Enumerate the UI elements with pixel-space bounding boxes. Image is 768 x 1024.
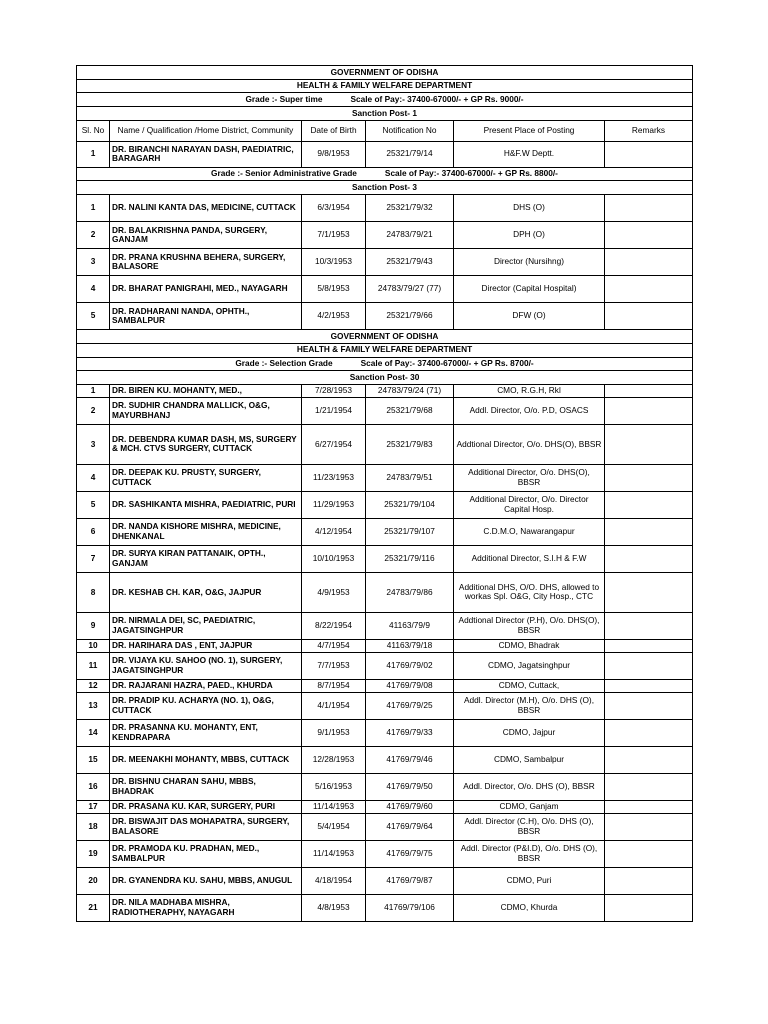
doctor-name: DR. BISHNU CHARAN SAHU, MBBS, BHADRAK (110, 773, 302, 800)
header-dob: Date of Birth (302, 120, 366, 141)
serial-number: 15 (77, 746, 110, 773)
department-title: HEALTH & FAMILY WELFARE DEPARTMENT (77, 343, 693, 357)
grade-cell (77, 167, 693, 181)
government-title: GOVERNMENT OF ODISHA (77, 330, 693, 344)
banner-row (77, 66, 693, 80)
remarks (605, 491, 693, 518)
date-of-birth: 9/8/1953 (302, 141, 366, 167)
header-sl: Sl. No (77, 120, 110, 141)
present-posting: Director (Nursihng) (454, 249, 605, 276)
notification-no: 25321/79/32 (366, 195, 454, 222)
doctor-name: DR. PRASANNA KU. MOHANTY, ENT, KENDRAPARA (110, 719, 302, 746)
present-posting: Additional Director, O/o. Director Capital Hosp. (454, 491, 605, 518)
present-posting: Director (Capital Hospital) (454, 276, 605, 303)
table-row (77, 692, 693, 719)
notification-no: 41769/79/64 (366, 813, 454, 840)
notification-no: 41769/79/75 (366, 840, 454, 867)
date-of-birth: 4/8/1953 (302, 894, 366, 921)
remarks (605, 719, 693, 746)
serial-number: 1 (77, 195, 110, 222)
serial-number: 3 (77, 424, 110, 464)
header-posting: Present Place of Posting (454, 120, 605, 141)
serial-number: 7 (77, 545, 110, 572)
remarks (605, 249, 693, 276)
date-of-birth: 4/9/1953 (302, 572, 366, 612)
notification-no: 25321/79/116 (366, 545, 454, 572)
notification-no: 41769/79/60 (366, 800, 454, 813)
remarks (605, 222, 693, 249)
present-posting: Additional DHS, O/O. DHS, allowed to workas Spl. O&G, City Hosp., CTC (454, 572, 605, 612)
present-posting: Addl. Director (M.H), O/o. DHS (O), BBSR (454, 692, 605, 719)
date-of-birth: 10/3/1953 (302, 249, 366, 276)
notification-no: 24783/79/21 (366, 222, 454, 249)
notification-no: 41769/79/33 (366, 719, 454, 746)
doctor-name: DR. DEBENDRA KUMAR DASH, MS, SURGERY & MCH. CTVS SURGERY, CUTTACK (110, 424, 302, 464)
table-row (77, 894, 693, 921)
date-of-birth: 8/22/1954 (302, 612, 366, 639)
present-posting: H&F.W Deptt. (454, 141, 605, 167)
table-row (77, 639, 693, 652)
serial-number: 3 (77, 249, 110, 276)
serial-number: 20 (77, 867, 110, 894)
remarks (605, 800, 693, 813)
date-of-birth: 5/4/1954 (302, 813, 366, 840)
present-posting: Addtional Director (P.H), O/o. DHS(O), BBSR (454, 612, 605, 639)
table-row (77, 491, 693, 518)
date-of-birth: 1/21/1954 (302, 397, 366, 424)
remarks (605, 612, 693, 639)
notification-no: 41769/79/46 (366, 746, 454, 773)
doctor-name: DR. SASHIKANTA MISHRA, PAEDIATRIC, PURI (110, 491, 302, 518)
banner-row (77, 343, 693, 357)
date-of-birth: 4/7/1954 (302, 639, 366, 652)
serial-number: 14 (77, 719, 110, 746)
doctor-name: DR. BIRANCHI NARAYAN DASH, PAEDIATRIC, BARAGARH (110, 141, 302, 167)
doctor-name: DR. KESHAB CH. KAR, O&G, JAJPUR (110, 572, 302, 612)
remarks (605, 397, 693, 424)
doctor-name: DR. HARIHARA DAS , ENT, JAJPUR (110, 639, 302, 652)
present-posting: C.D.M.O, Nawarangapur (454, 518, 605, 545)
date-of-birth: 11/14/1953 (302, 800, 366, 813)
remarks (605, 276, 693, 303)
date-of-birth: 4/18/1954 (302, 867, 366, 894)
pay-scale: Scale of Pay:- 37400-67000/- + GP Rs. 9000/- (350, 93, 524, 104)
table-row (77, 572, 693, 612)
notification-no: 25321/79/43 (366, 249, 454, 276)
remarks (605, 572, 693, 612)
banner-row (77, 181, 693, 195)
table-row (77, 384, 693, 397)
serial-number: 11 (77, 652, 110, 679)
notification-no: 41163/79/18 (366, 639, 454, 652)
grade-line (79, 359, 690, 369)
grade-row (77, 357, 693, 371)
remarks (605, 813, 693, 840)
table-row (77, 397, 693, 424)
serial-number: 18 (77, 813, 110, 840)
government-title: GOVERNMENT OF ODISHA (77, 66, 693, 80)
present-posting: CDMO, Khurda (454, 894, 605, 921)
remarks (605, 303, 693, 330)
table-row (77, 679, 693, 692)
notification-no: 24783/79/24 (71) (366, 384, 454, 397)
remarks (605, 141, 693, 167)
doctor-name: DR. NILA MADHABA MISHRA, RADIOTHERAPHY, NAYAGARH (110, 894, 302, 921)
notification-no: 41769/79/02 (366, 652, 454, 679)
doctor-name: DR. PRANA KRUSHNA BEHERA, SURGERY, BALASORE (110, 249, 302, 276)
date-of-birth: 10/10/1953 (302, 545, 366, 572)
serial-number: 4 (77, 276, 110, 303)
serial-number: 9 (77, 612, 110, 639)
grade-row (77, 93, 693, 107)
date-of-birth: 7/28/1953 (302, 384, 366, 397)
seniority-table (76, 65, 693, 922)
table-row (77, 249, 693, 276)
notification-no: 41769/79/50 (366, 773, 454, 800)
header-row (77, 120, 693, 141)
document-sheet (76, 65, 692, 922)
remarks (605, 867, 693, 894)
doctor-name: DR. NALINI KANTA DAS, MEDICINE, CUTTACK (110, 195, 302, 222)
table-row (77, 652, 693, 679)
banner-row (77, 107, 693, 121)
notification-no: 41769/79/106 (366, 894, 454, 921)
notification-no: 25321/79/68 (366, 397, 454, 424)
table-row (77, 800, 693, 813)
table-row (77, 773, 693, 800)
remarks (605, 894, 693, 921)
serial-number: 17 (77, 800, 110, 813)
remarks (605, 639, 693, 652)
present-posting: CDMO, Bhadrak (454, 639, 605, 652)
date-of-birth: 11/23/1953 (302, 464, 366, 491)
doctor-name: DR. BIREN KU. MOHANTY, MED., (110, 384, 302, 397)
notification-no: 25321/79/14 (366, 141, 454, 167)
present-posting: Addl. Director (P&I.D), O/o. DHS (O), BBSR (454, 840, 605, 867)
table-row (77, 813, 693, 840)
serial-number: 19 (77, 840, 110, 867)
grade-line (79, 95, 690, 105)
serial-number: 10 (77, 639, 110, 652)
serial-number: 12 (77, 679, 110, 692)
date-of-birth: 8/7/1954 (302, 679, 366, 692)
date-of-birth: 4/12/1954 (302, 518, 366, 545)
remarks (605, 518, 693, 545)
serial-number: 2 (77, 222, 110, 249)
table-row (77, 424, 693, 464)
date-of-birth: 5/8/1953 (302, 276, 366, 303)
notification-no: 41769/79/25 (366, 692, 454, 719)
table-row (77, 195, 693, 222)
serial-number: 1 (77, 141, 110, 167)
present-posting: CDMO, Sambalpur (454, 746, 605, 773)
pay-scale: Scale of Pay:- 37400-67000/- + GP Rs. 8800/- (384, 168, 558, 179)
remarks (605, 424, 693, 464)
date-of-birth: 4/1/1954 (302, 692, 366, 719)
date-of-birth: 12/28/1953 (302, 746, 366, 773)
table-body (77, 66, 693, 922)
doctor-name: DR. NIRMALA DEI, SC, PAEDIATRIC, JAGATSINGHPUR (110, 612, 302, 639)
pay-scale: Scale of Pay:- 37400-67000/- + GP Rs. 8700/- (360, 358, 534, 369)
present-posting: CDMO, Jajpur (454, 719, 605, 746)
date-of-birth: 6/27/1954 (302, 424, 366, 464)
date-of-birth: 11/29/1953 (302, 491, 366, 518)
notification-no: 41163/79/9 (366, 612, 454, 639)
table-row (77, 545, 693, 572)
notification-no: 25321/79/107 (366, 518, 454, 545)
serial-number: 6 (77, 518, 110, 545)
serial-number: 5 (77, 303, 110, 330)
doctor-name: DR. DEEPAK KU. PRUSTY, SURGERY, CUTTACK (110, 464, 302, 491)
date-of-birth: 4/2/1953 (302, 303, 366, 330)
serial-number: 8 (77, 572, 110, 612)
remarks (605, 545, 693, 572)
table-row (77, 746, 693, 773)
present-posting: CDMO, Cuttack, (454, 679, 605, 692)
date-of-birth: 9/1/1953 (302, 719, 366, 746)
doctor-name: DR. SURYA KIRAN PATTANAIK, OPTH., GANJAM (110, 545, 302, 572)
serial-number: 16 (77, 773, 110, 800)
table-row (77, 867, 693, 894)
banner-row (77, 371, 693, 385)
doctor-name: DR. RAJARANI HAZRA, PAED., KHURDA (110, 679, 302, 692)
doctor-name: DR. PRASANA KU. KAR, SURGERY, PURI (110, 800, 302, 813)
grade-line (79, 169, 690, 179)
banner-row (77, 330, 693, 344)
present-posting: Addl. Director (C.H), O/o. DHS (O), BBSR (454, 813, 605, 840)
grade-row (77, 167, 693, 181)
present-posting: DFW (O) (454, 303, 605, 330)
table-row (77, 303, 693, 330)
remarks (605, 773, 693, 800)
present-posting: CDMO, Ganjam (454, 800, 605, 813)
remarks (605, 195, 693, 222)
doctor-name: DR. NANDA KISHORE MISHRA, MEDICINE, DHENKANAL (110, 518, 302, 545)
table-row (77, 464, 693, 491)
present-posting: DHS (O) (454, 195, 605, 222)
table-row (77, 612, 693, 639)
sanction-post: Sanction Post- 1 (77, 107, 693, 121)
department-title: HEALTH & FAMILY WELFARE DEPARTMENT (77, 79, 693, 93)
doctor-name: DR. VIJAYA KU. SAHOO (NO. 1), SURGERY, JAGATSINGHPUR (110, 652, 302, 679)
date-of-birth: 7/7/1953 (302, 652, 366, 679)
present-posting: DPH (O) (454, 222, 605, 249)
present-posting: CDMO, Puri (454, 867, 605, 894)
remarks (605, 679, 693, 692)
present-posting: Additional Director, S.I.H & F.W (454, 545, 605, 572)
table-row (77, 719, 693, 746)
header-name: Name / Qualification /Home District, Community (110, 120, 302, 141)
serial-number: 13 (77, 692, 110, 719)
notification-no: 24783/79/27 (77) (366, 276, 454, 303)
remarks (605, 384, 693, 397)
banner-row (77, 79, 693, 93)
date-of-birth: 6/3/1954 (302, 195, 366, 222)
notification-no: 41769/79/08 (366, 679, 454, 692)
remarks (605, 840, 693, 867)
doctor-name: DR. MEENAKHI MOHANTY, MBBS, CUTTACK (110, 746, 302, 773)
remarks (605, 692, 693, 719)
notification-no: 25321/79/66 (366, 303, 454, 330)
grade-label: Grade :- Super time (245, 93, 323, 104)
notification-no: 24783/79/51 (366, 464, 454, 491)
present-posting: Addl. Director, O/o. DHS (O), BBSR (454, 773, 605, 800)
present-posting: CDMO, Jagatsinghpur (454, 652, 605, 679)
grade-label: Grade :- Selection Grade (235, 358, 333, 369)
header-remarks: Remarks (605, 120, 693, 141)
serial-number: 21 (77, 894, 110, 921)
serial-number: 2 (77, 397, 110, 424)
present-posting: Addtional Director, O/o. DHS(O), BBSR (454, 424, 605, 464)
remarks (605, 464, 693, 491)
present-posting: Additional Director, O/o. DHS(O), BBSR (454, 464, 605, 491)
serial-number: 1 (77, 384, 110, 397)
doctor-name: DR. PRAMODA KU. PRADHAN, MED., SAMBALPUR (110, 840, 302, 867)
grade-cell (77, 357, 693, 371)
remarks (605, 652, 693, 679)
doctor-name: DR. SUDHIR CHANDRA MALLICK, O&G, MAYURBHANJ (110, 397, 302, 424)
doctor-name: DR. BALAKRISHNA PANDA, SURGERY, GANJAM (110, 222, 302, 249)
table-row (77, 276, 693, 303)
date-of-birth: 7/1/1953 (302, 222, 366, 249)
notification-no: 25321/79/83 (366, 424, 454, 464)
doctor-name: DR. RADHARANI NANDA, OPHTH., SAMBALPUR (110, 303, 302, 330)
grade-label: Grade :- Senior Administrative Grade (211, 168, 357, 179)
serial-number: 5 (77, 491, 110, 518)
present-posting: Addl. Director, O/o. P.D, OSACS (454, 397, 605, 424)
header-notif: Notification No (366, 120, 454, 141)
date-of-birth: 11/14/1953 (302, 840, 366, 867)
doctor-name: DR. PRADIP KU. ACHARYA (NO. 1), O&G, CUTTACK (110, 692, 302, 719)
table-row (77, 840, 693, 867)
doctor-name: DR. BISWAJIT DAS MOHAPATRA, SURGERY, BALASORE (110, 813, 302, 840)
table-row (77, 518, 693, 545)
notification-no: 24783/79/86 (366, 572, 454, 612)
sanction-post: Sanction Post- 3 (77, 181, 693, 195)
present-posting: CMO, R.G.H, Rkl (454, 384, 605, 397)
table-row (77, 141, 693, 167)
notification-no: 25321/79/104 (366, 491, 454, 518)
table-row (77, 222, 693, 249)
grade-cell (77, 93, 693, 107)
notification-no: 41769/79/87 (366, 867, 454, 894)
remarks (605, 746, 693, 773)
serial-number: 4 (77, 464, 110, 491)
doctor-name: DR. GYANENDRA KU. SAHU, MBBS, ANUGUL (110, 867, 302, 894)
doctor-name: DR. BHARAT PANIGRAHI, MED., NAYAGARH (110, 276, 302, 303)
sanction-post: Sanction Post- 30 (77, 371, 693, 385)
date-of-birth: 5/16/1953 (302, 773, 366, 800)
